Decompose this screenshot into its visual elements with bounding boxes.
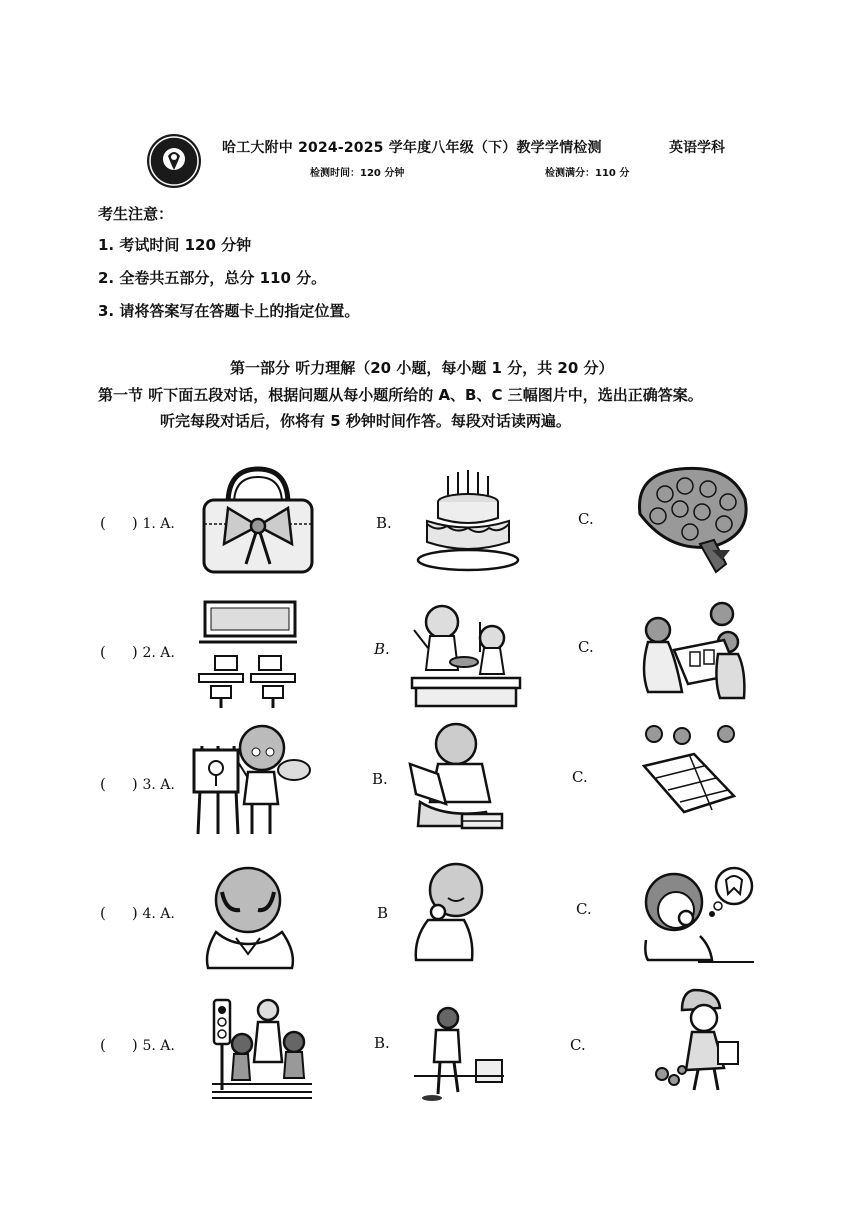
computer-classroom-picture[interactable] <box>193 600 303 710</box>
question-number: 5. A. <box>142 1038 175 1054</box>
answer-blank[interactable]: ( ) 1. A. <box>100 514 175 532</box>
question-row <box>0 856 868 976</box>
question-number: 1. A. <box>142 516 175 532</box>
answer-blank[interactable]: ( ) 2. A. <box>100 643 175 661</box>
answer-blank[interactable]: ( ) 4. A. <box>100 904 175 922</box>
question-row <box>0 598 868 718</box>
question-number: 2. A. <box>142 645 175 661</box>
part-heading: 第一部分 听力理解（20 小题，每小题 1 分，共 20 分） <box>230 359 614 377</box>
boy-coughing-picture[interactable] <box>408 858 494 962</box>
boy-hurt-leg-picture[interactable] <box>412 1006 506 1102</box>
section-instructions-cont: 听完每段对话后，你将有 5 秒钟时间作答。每段对话读两遍。 <box>160 412 571 430</box>
kids-playing-cards-picture[interactable] <box>634 600 750 704</box>
exam-subject: 英语学科 <box>669 140 725 156</box>
option-c-label: C. <box>572 768 588 786</box>
note-item: 2. 全卷共五部分，总分 110 分。 <box>98 269 327 287</box>
question-number: 3. A. <box>142 777 175 793</box>
girl-tripping-picture[interactable] <box>652 986 744 1094</box>
question-row <box>0 718 868 838</box>
option-c-label: C. <box>578 510 594 528</box>
note-item: 3. 请将答案写在答题卡上的指定位置。 <box>98 302 360 320</box>
birthday-cake-picture[interactable] <box>413 466 523 576</box>
exam-full-score: 检测满分：110 分 <box>545 168 630 179</box>
option-c-label: C. <box>570 1036 586 1054</box>
school-logo-icon <box>147 134 201 188</box>
answer-blank[interactable]: ( ) 3. A. <box>100 775 175 793</box>
exam-title: 哈工大附中 2024-2025 学年度八年级（下）教学学情检测 <box>222 140 602 156</box>
boy-toothache-picture[interactable] <box>638 862 756 964</box>
option-c-label: C. <box>578 638 594 656</box>
kids-cooking-picture[interactable] <box>408 600 524 710</box>
question-row <box>0 984 868 1104</box>
note-item: 1. 考试时间 120 分钟 <box>98 236 252 254</box>
option-c-label: C. <box>576 900 592 918</box>
section-instructions: 第一节 听下面五段对话，根据问题从每小题所给的 A、B、C 三幅图片中，选出正确答案。 <box>98 386 703 404</box>
question-number: 4. A. <box>142 906 175 922</box>
option-b-label: B. <box>372 770 388 788</box>
hopscotch-picture[interactable] <box>634 724 750 830</box>
exam-duration: 检测时间：120 分钟 <box>310 168 405 179</box>
option-b-label: B <box>377 904 389 922</box>
option-b-label: B. <box>374 640 390 658</box>
question-row <box>0 462 868 582</box>
option-b-label: B. <box>376 514 392 532</box>
flower-bouquet-picture[interactable] <box>630 464 752 580</box>
child-rubbing-eyes-picture[interactable] <box>200 862 300 970</box>
girl-painting-picture[interactable] <box>190 722 314 836</box>
family-at-traffic-light-picture[interactable] <box>210 996 314 1100</box>
notes-heading: 考生注意： <box>98 205 174 223</box>
answer-blank[interactable]: ( ) 5. A. <box>100 1036 175 1054</box>
handbag-picture[interactable] <box>198 464 318 576</box>
boy-reading-picture[interactable] <box>406 722 510 832</box>
option-b-label: B. <box>374 1034 390 1052</box>
